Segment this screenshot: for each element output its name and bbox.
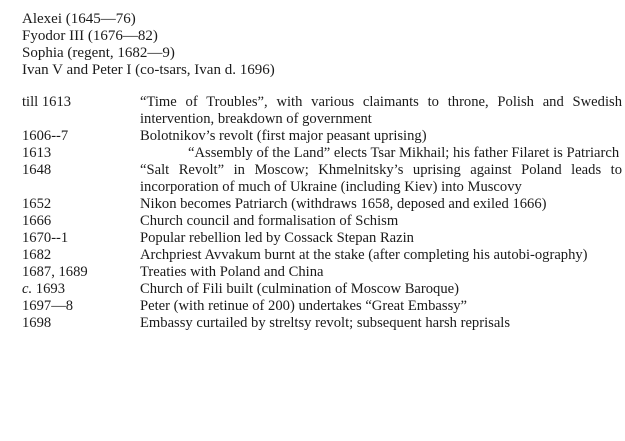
chronology-row	[22, 145, 622, 162]
ruler-entry: Alexei (1645—76)	[22, 11, 136, 27]
event-date: 1652	[22, 196, 52, 212]
event-date: 1606--7	[22, 128, 69, 144]
chronology-row	[22, 213, 622, 230]
event-description: Bolotnikov’s revolt (first major peasant uprising)	[140, 128, 427, 144]
chronology-row	[22, 230, 622, 247]
event-date: 1687, 1689	[22, 264, 88, 280]
event-year: 1693	[35, 281, 65, 297]
chronology-row	[22, 162, 622, 196]
event-description: Nikon becomes Patriarch (withdraws 1658, deposed and exiled 1666)	[140, 196, 547, 212]
event-description: “Time of Troubles”, with various claimants to throne, Polish and Swedish intervention, breakdown of government	[140, 94, 622, 127]
event-date: 1613	[22, 145, 52, 161]
event-description: Embassy curtailed by streltsy revolt; subsequent harsh reprisals	[140, 315, 511, 331]
chronology-row	[22, 264, 622, 281]
event-description: Church council and formalisation of Schism	[140, 213, 399, 229]
event-date: 1697—8	[22, 298, 74, 314]
event-date: till 1613	[22, 94, 72, 110]
event-date: 1666	[22, 213, 52, 229]
chronology-row	[22, 128, 622, 145]
event-date: 1648	[22, 162, 52, 178]
ruler-entry: Fyodor III (1676—82)	[22, 28, 158, 44]
chronology-row	[22, 196, 622, 213]
circa-prefix: c.	[22, 281, 33, 297]
event-date: 1670--1	[22, 230, 69, 246]
chronology-row	[22, 315, 622, 332]
ruler-entry: Sophia (regent, 1682—9)	[22, 45, 175, 61]
event-date: 1698	[22, 315, 52, 331]
event-date: 1682	[22, 247, 52, 263]
event-description: Archpriest Avvakum burnt at the stake (after completing his autobi-ography)	[140, 247, 588, 263]
ruler-entry: Ivan V and Peter I (co-tsars, Ivan d. 1696)	[22, 62, 275, 78]
chronology-row	[22, 298, 622, 315]
event-description: “Salt Revolt” in Moscow; Khmelnitsky’s uprising against Poland leads to incorporation of much of Ukraine (including Kiev) into Muscovy	[140, 162, 622, 195]
chronology-row	[22, 281, 622, 298]
event-description: Treaties with Poland and China	[140, 264, 324, 280]
event-description: Popular rebellion led by Cossack Stepan Razin	[140, 230, 414, 246]
chronology-row	[22, 94, 622, 128]
event-description: “Assembly of the Land” elects Tsar Mikhail; his father Filaret is Patriarch	[188, 145, 620, 161]
event-description: Church of Fili built (culmination of Moscow Baroque)	[140, 281, 459, 297]
event-date	[22, 281, 140, 298]
chronology-row	[22, 247, 622, 264]
rulers-list	[22, 11, 622, 79]
event-description: Peter (with retinue of 200) undertakes “Great Embassy”	[140, 298, 468, 314]
chronology-table	[22, 94, 622, 332]
